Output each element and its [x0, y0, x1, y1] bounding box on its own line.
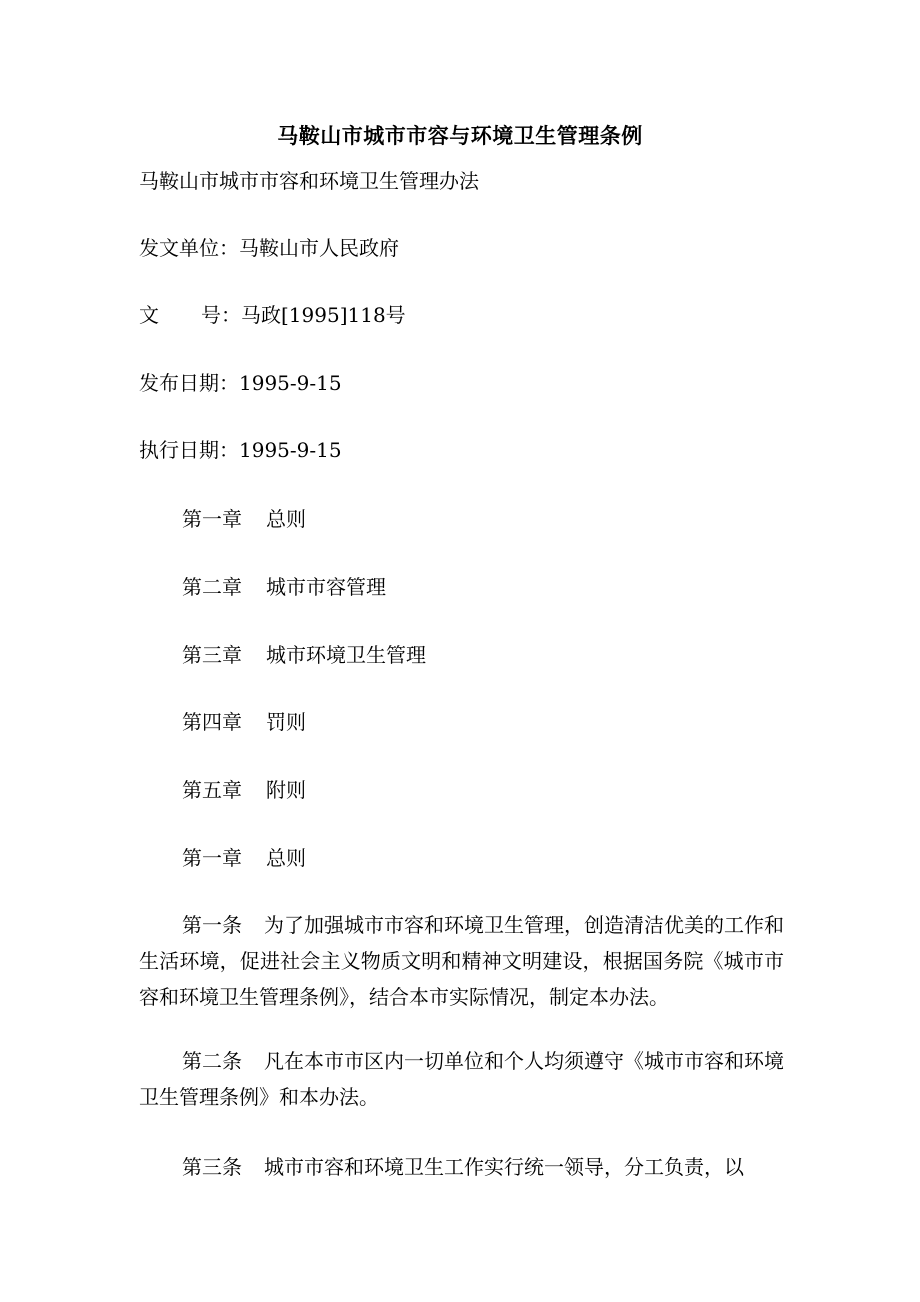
doc-number-value: 马政[1995]118号 [241, 303, 406, 327]
issuer-label: 发文单位： [139, 236, 239, 260]
issuer-line [139, 230, 399, 266]
article-paragraph [139, 907, 784, 1015]
article-text: 凡在本市市区内一切单位和个人均须遵守《城市市容和环境卫生管理条例》和本办法。 [139, 1049, 784, 1109]
article-text: 为了加强城市市容和环境卫生管理，创造清洁优美的工作和生活环境，促进社会主义物质文明和精神文明建设，根据国务院《城市市容和环境卫生管理条例》，结合本市实际情况，制定本办法。 [139, 913, 784, 1009]
toc-item [182, 772, 306, 808]
doc-number-line [139, 297, 406, 333]
toc-chapter-number: 第二章 [182, 575, 242, 599]
article-number: 第一条 [182, 913, 242, 937]
chapter-heading-name: 总则 [266, 846, 306, 870]
document-title: 马鞍山市城市市容与环境卫生管理条例 [277, 124, 643, 148]
article-paragraph [139, 1149, 784, 1185]
publish-date-line [139, 365, 342, 401]
article-text: 城市市容和环境卫生工作实行统一领导，分工负责，以 [264, 1155, 744, 1179]
toc-chapter-number: 第五章 [182, 778, 242, 802]
issuer-value: 马鞍山市人民政府 [239, 236, 399, 260]
effective-date-value: 1995-9-15 [239, 438, 342, 462]
toc-chapter-number: 第四章 [182, 710, 242, 734]
toc-item [182, 704, 306, 740]
toc-chapter-number: 第三章 [182, 643, 242, 667]
toc-item [182, 637, 426, 673]
toc-chapter-name: 城市环境卫生管理 [266, 643, 426, 667]
chapter-heading-number: 第一章 [182, 846, 242, 870]
toc-chapter-name: 罚则 [266, 710, 306, 734]
article-number: 第三条 [182, 1155, 242, 1179]
toc-item [182, 569, 386, 605]
chapter-heading [182, 840, 306, 876]
toc-chapter-name: 总则 [266, 507, 306, 531]
doc-number-label-b: 号： [201, 303, 241, 327]
toc-item [182, 501, 306, 537]
toc-chapter-name: 附则 [266, 778, 306, 802]
doc-number-label-a: 文 [139, 303, 159, 327]
article-number: 第二条 [182, 1049, 242, 1073]
publish-date-value: 1995-9-15 [239, 371, 342, 395]
article-paragraph [139, 1043, 784, 1115]
document-subtitle: 马鞍山市城市市容和环境卫生管理办法 [139, 169, 479, 193]
publish-date-label: 发布日期： [139, 371, 239, 395]
toc-chapter-name: 城市市容管理 [266, 575, 386, 599]
effective-date-line [139, 432, 342, 468]
toc-chapter-number: 第一章 [182, 507, 242, 531]
effective-date-label: 执行日期： [139, 438, 239, 462]
